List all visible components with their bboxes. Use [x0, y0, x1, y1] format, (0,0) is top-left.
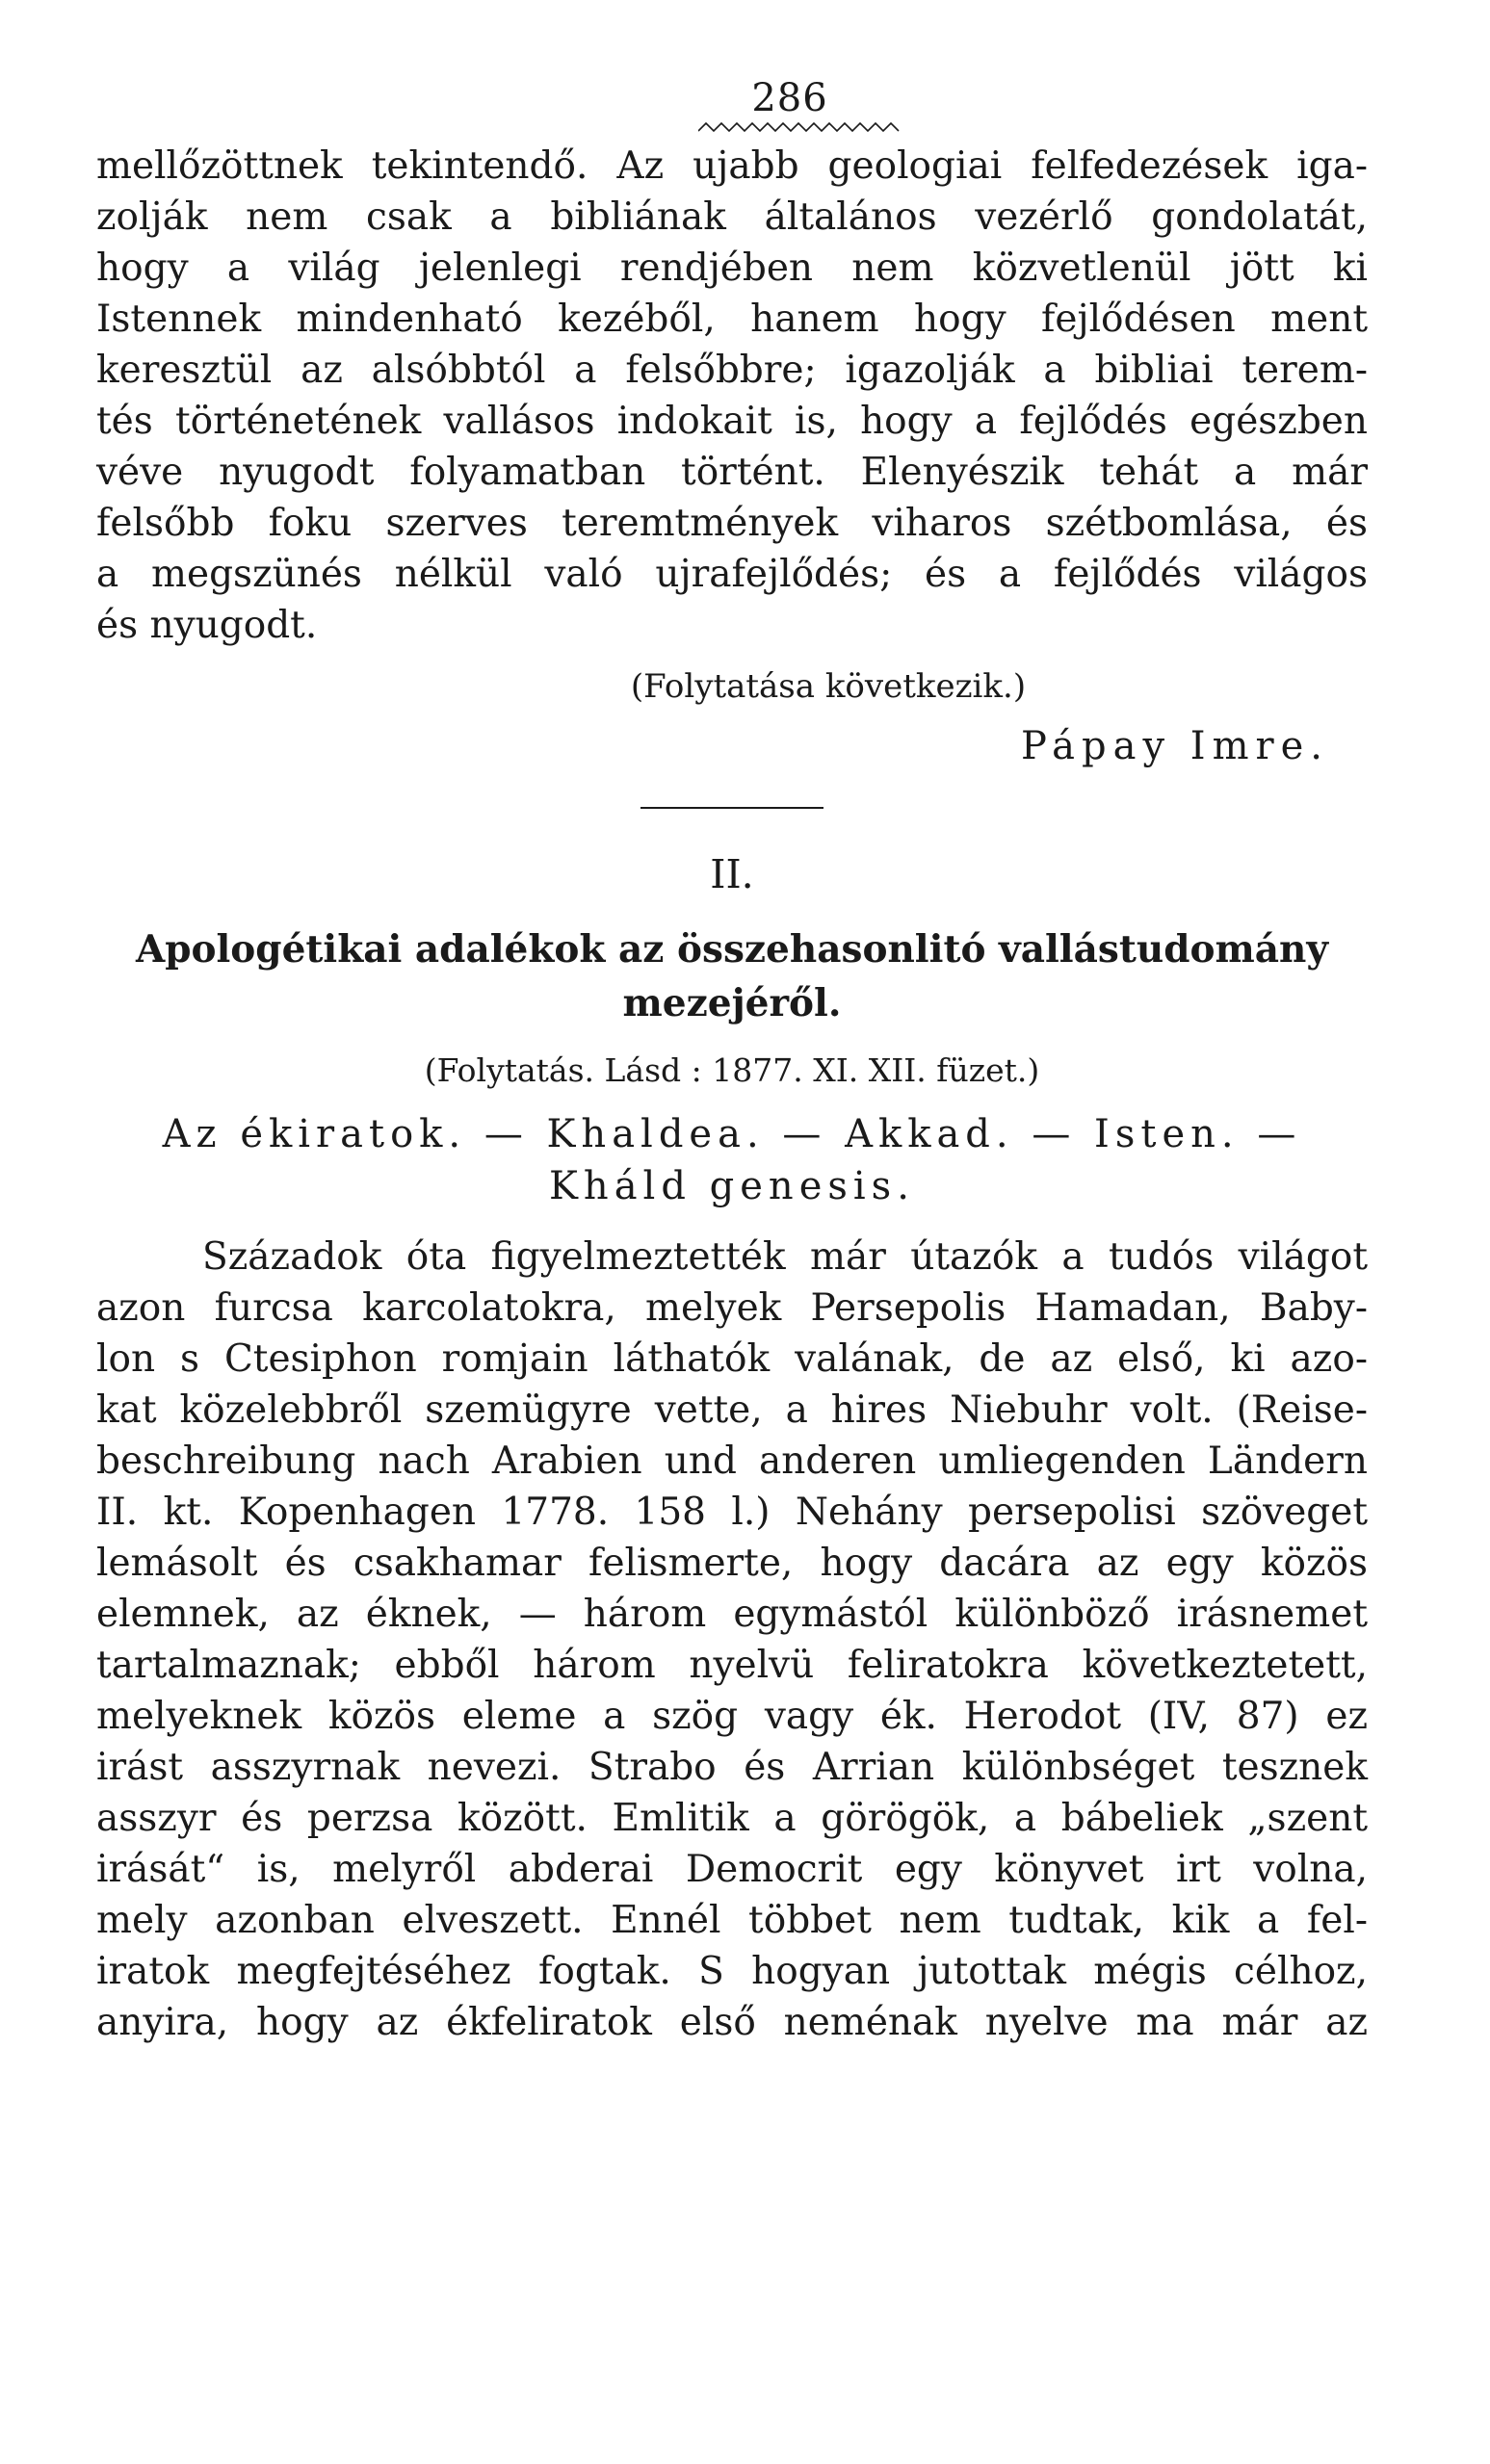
- paragraph-line: zolják nem csak a bibliának általános vezérlő gondolatát,: [96, 195, 1368, 239]
- paragraph-line: kat közelebbről szemügyre vette, a hires Niebuhr volt. (Reise-: [96, 1388, 1368, 1432]
- article-title-line: Apologétikai adalékok az összehasonlitó vallástudomány: [135, 927, 1329, 972]
- topics-list: [96, 1108, 1368, 1212]
- paragraph-line: irást asszyrnak nevezi. Strabo és Arrian különbséget tesznek: [96, 1746, 1368, 1789]
- page: [96, 77, 1368, 2048]
- paragraph-line: tartalmaznak; ebből három nyelvü feliratokra következtetett,: [96, 1644, 1368, 1687]
- paragraph-line: hogy a világ jelenlegi rendjében nem közvetlenül jött ki: [96, 246, 1368, 290]
- article-title-line: mezejéről.: [622, 981, 842, 1025]
- paragraph-line: Századok óta figyelmeztették már útazók a tudós világot: [202, 1235, 1368, 1279]
- paragraph-line: véve nyugodt folyamatban történt. Elenyészik tehát a már: [96, 451, 1368, 494]
- paragraph-line: melyeknek közös eleme a szög vagy ék. Herodot (IV, 87) ez: [96, 1695, 1368, 1738]
- topics-line: Kháld genesis.: [549, 1164, 915, 1208]
- continuation-note: (Folytatása következik.): [630, 667, 1027, 706]
- paragraph-line: anyira, hogy az ékfeliratok első neménak nyelve ma már az: [96, 2001, 1368, 2044]
- paragraph-line: II. kt. Kopenhagen 1778. 158 l.) Nehány persepolisi szöveget: [96, 1491, 1368, 1534]
- paragraph-line: és nyugodt.: [96, 604, 318, 647]
- section-divider: [640, 807, 823, 809]
- paragraph-line: irását“ is, melyről abderai Democrit egy könyvet irt volna,: [96, 1848, 1368, 1891]
- wavy-rule-ornament: [698, 119, 901, 135]
- paragraph-line: elemnek, az éknek, — három egymástól különböző irásnemet: [96, 1593, 1368, 1636]
- paragraph-line: beschreibung nach Arabien und anderen umliegenden Ländern: [96, 1439, 1368, 1483]
- subtitle-reference: (Folytatás. Lásd : 1877. XI. XII. füzet.): [424, 1051, 1040, 1089]
- paragraph-1: [96, 141, 1368, 651]
- paragraph-line: a megszünés nélkül való ujrafejlődés; és a fejlődés világos: [96, 553, 1368, 596]
- paragraph-line: asszyr és perzsa között. Emlitik a görögök, a bábeliek „szent: [96, 1797, 1368, 1840]
- paragraph-line: iratok megfejtéséhez fogtak. S hogyan jutottak mégis célhoz,: [96, 1950, 1368, 1993]
- page-number: 286: [751, 76, 828, 120]
- paragraph-line: mellőzöttnek tekintendő. Az ujabb geologiai felfedezések iga-: [96, 144, 1368, 188]
- section-number: II.: [710, 851, 754, 897]
- article-title: [96, 922, 1368, 1030]
- paragraph-line: felsőbb foku szerves teremtmények viharos szétbomlása, és: [96, 502, 1368, 545]
- topics-line: Az ékiratok. — Khaldea. — Akkad. — Isten. —: [162, 1112, 1302, 1156]
- paragraph-2: [96, 1232, 1368, 2048]
- author-signature: Pápay Imre.: [1021, 724, 1329, 768]
- paragraph-line: lemásolt és csakhamar felismerte, hogy dacára az egy közös: [96, 1542, 1368, 1585]
- paragraph-line: tés történetének vallásos indokait is, hogy a fejlődés egészben: [96, 400, 1368, 443]
- paragraph-line: lon s Ctesiphon romjain láthatók valának, de az első, ki azo-: [96, 1337, 1368, 1381]
- paragraph-line: azon furcsa karcolatokra, melyek Persepolis Hamadan, Baby-: [96, 1286, 1368, 1330]
- paragraph-line: keresztül az alsóbbtól a felsőbbre; igazolják a bibliai terem-: [96, 349, 1368, 392]
- paragraph-line: Istennek mindenható kezéből, hanem hogy fejlődésen ment: [96, 298, 1368, 341]
- paragraph-line: mely azonban elveszett. Ennél többet nem tudtak, kik a fel-: [96, 1899, 1368, 1942]
